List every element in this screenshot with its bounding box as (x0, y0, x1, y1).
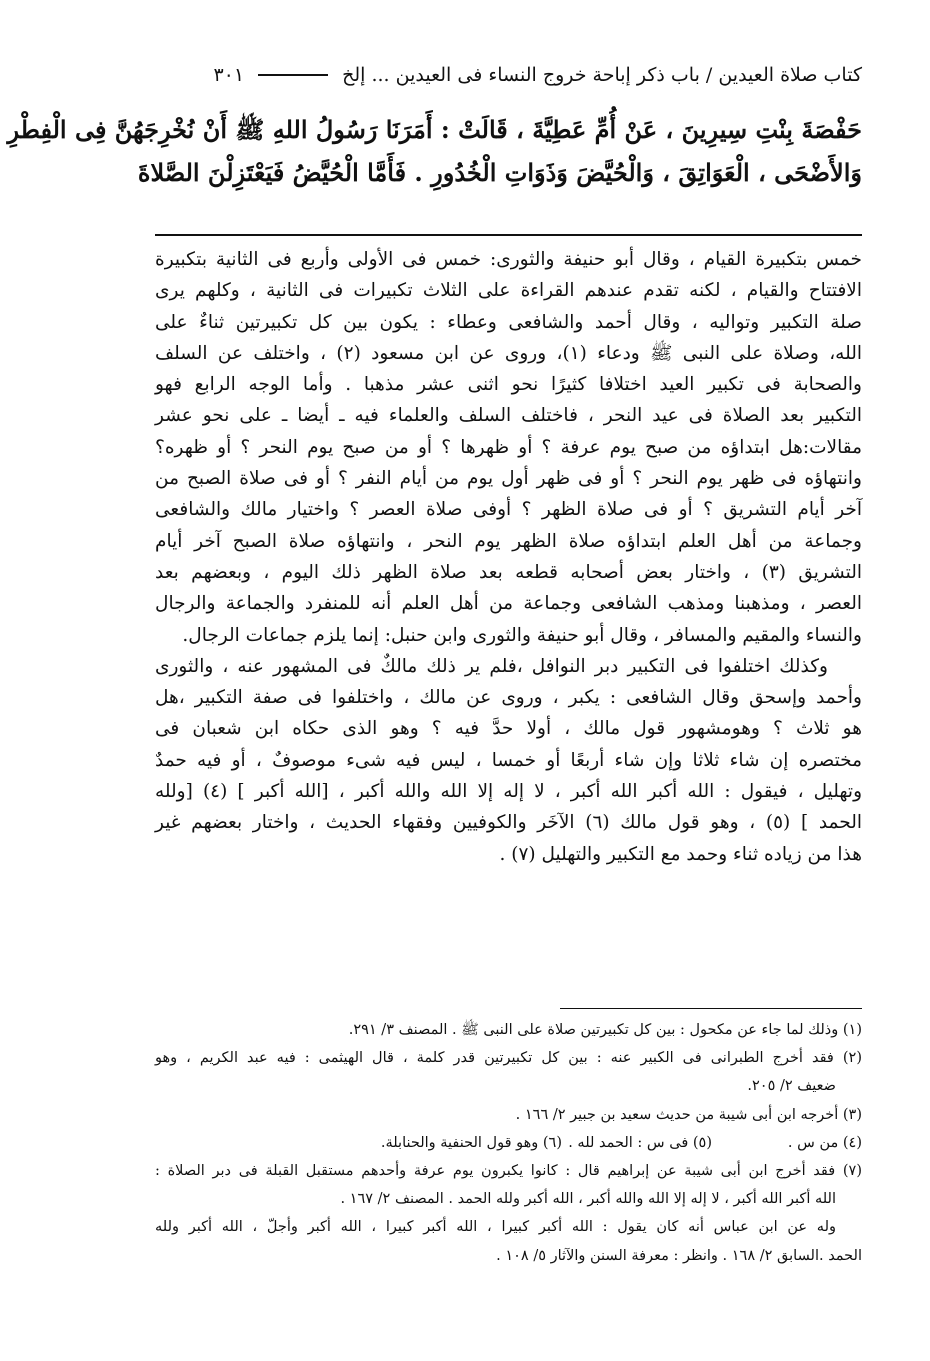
header-dash (258, 74, 328, 76)
page-number: ٣٠١ (213, 64, 245, 86)
commentary-line: التكبير بعد الصلاة فى عيد النحر ، فاختلف السلف والعلماء فيه ـ أيضا ـ على نحو عشر (155, 405, 862, 427)
commentary-line: آخر أيام التشريق ؟ أو فى صلاة الظهر ؟ أوفى صلاة العصر ؟ واختيار مالك والشافعى (155, 499, 862, 521)
commentary-line: الافتتاح والقيام ، لكنه تقدم عندهم القراءة على الثلاث تكبيرات فى الثانية ، وكلهم يرى (155, 280, 862, 302)
commentary-line: وكذلك اختلفوا فى التكبير دبر النوافل ،فلم ير ذلك مالكٌ فى المشهور عنه ، والثورى (155, 655, 828, 677)
commentary-line: هو ثلاث ؟ وهومشهور قول مالك ، أولا حدَّ فيه ؟ وهو الذى حكاه ابن شعبان فى (155, 718, 862, 740)
footnote-7-cont: الله أكبر الله أكبر ، لا إله إلا الله والله أكبر ، الله أكبر ولله الحمد . المصنف ٢/ ١٦٧ . (340, 1191, 836, 1208)
hadith-text (7, 108, 862, 194)
footnote-divider (560, 1008, 862, 1009)
commentary-line: والنساء والمقيم والمسافر ، وقال أبو حنيفة والثورى وابن حنبل: إنما يلزم جماعات الرجال. (182, 624, 862, 646)
commentary-line: الله، وصلاة على النبى ﷺ ودعاء (١)، وروى عن ابن مسعود (٢) ، واختلف عن السلف (155, 342, 862, 364)
commentary-line: وتهليل ، فيقول : الله أكبر الله أكبر ، لا إله إلا الله والله أكبر ، [الله أكبر ] (٤) [ولله (155, 781, 863, 803)
commentary-line: والصحابة فى تكبير العيد اختلافا كثيرًا نحو اثنى عشر مذهبا . وأما الوجه الرابع فهو (155, 374, 862, 396)
commentary-line: وأحمد وإسحق وقال الشافعى : يكبر ، وروى عن مالك ، واختلفوا فى صفة التكبير ،هل (155, 687, 862, 709)
footnote-7-cont: وله عن ابن عباس أنه كان يقول : الله أكبر كبيرا ، الله أكبر كبيرا ، الله أكبر وأجلّ ، الله أكبر ولله (155, 1219, 836, 1236)
commentary-line: وجماعة من أهل العلم ابتداؤه صلاة الظهر يوم النحر ، وانتهاؤه صلاة الصبح آخر أيام (155, 530, 862, 552)
section-divider (155, 234, 862, 236)
footnote-7: (٧) فقد أخرج ابن أبى شيبة عن إبراهيم قال : كانوا يكبرون يوم عرفة وأحدهم مستقبل القبلة فى دبر الصلاة : (155, 1163, 862, 1180)
footnote-5: (٥) فى س : الحمد لله . (568, 1134, 712, 1151)
commentary-line: العصر ، ومذهبنا ومذهب الشافعى وجماعة من أهل العلم أنه للمنفرد والجماعة والرجال (155, 593, 862, 615)
header-title: كتاب صلاة العيدين / باب ذكر إباحة خروج النساء فى العيدين ... إلخ (342, 64, 862, 86)
hadith-line: حَفْصَةَ بِنْتِ سِيرِينَ ، عَنْ أُمِّ عَطِيَّةَ ، قَالَتْ : أَمَرَنَا رَسُولُ اللهِ ﷺ أَنْ نُخْرِجَهُنَّ فِى الْفِطْرِ (7, 115, 862, 144)
commentary-line: مقالات:هل ابتداؤه من صبح يوم عرفة ؟ أو ظهرها ؟ أو من صبح يوم النحر ؟ أو ظهره؟ (155, 436, 862, 458)
footnote-6: (٦) وهو قول الحنفية والحنابلة. (380, 1134, 562, 1151)
commentary-text (155, 244, 862, 870)
footnote-1: (١) وذلك لما جاء عن مكحول : بين كل تكبيرتين صلاة على النبى ﷺ . المصنف ٣/ ٢٩١. (348, 1022, 862, 1038)
commentary-line: خمس بتكبيرة القيام ، وقال أبو حنيفة والثورى: خمس فى الأولى وأربع فى الثانية بتكبيرة (155, 249, 862, 270)
hadith-line: وَالأَضْحَى ، الْعَوَاتِقَ ، وَالْحُيَّضَ وَذَوَاتِ الْخُدُورِ . فَأَمَّا الْحُيَّضُ فَيَعْتَزِلْنَ الصَّلاةَ (137, 158, 862, 187)
commentary-line: هذا من زياده ثناء وحمد مع التكبير والتهليل (٧) . (499, 843, 862, 865)
commentary-line: صلة التكبير وتواليه ، وقال أحمد والشافعى وعطاء : يكون بين كل تكبيرتين ثناءٌ على (155, 311, 862, 333)
footnote-4: (٤) من س . (787, 1134, 862, 1151)
footnote-3: (٣) أخرجه ابن أبى شيبة من حديث سعيد بن جبير ٢/ ١٦٦ . (515, 1106, 862, 1123)
commentary-line: مختصره إن شاء ثلاثا وإن شاء أربعًا أو خمسا ، ليس فيه شىء موصوفٌ ، أو فيه حمدٌ (155, 749, 862, 771)
running-header (150, 58, 862, 92)
footnote-2: (٢) فقد أخرج الطبرانى فى الكبير عنه : بين كل تكبيرتين قدر كلمة ، قال الهيثمى : فيه عبد الكريم ، وهو (155, 1050, 862, 1067)
commentary-line: الحمد ] (٥) ، وهو قول مالك (٦) الآخَر والكوفيين وفقهاء الحديث ، واختار بعضهم غير (155, 812, 862, 834)
footnote-2-cont: ضعيف ٢/ ٢٠٥. (747, 1078, 836, 1095)
footnotes-row (155, 1129, 862, 1157)
footnotes (155, 1016, 862, 1270)
commentary-line: وانتهاؤه فى ظهر يوم النحر ؟ أو فى ظهر أول يوم من أيام النفر ؟ أو فى صلاة الصبح من (155, 468, 862, 490)
commentary-line: التشريق (٣) ، واختار بعض أصحابه قطعه بعد صلاة الظهر ذلك اليوم ، وبعضهم بعد (155, 561, 862, 583)
footnote-7-cont: الحمد .السابق ٢/ ١٦٨ . وانظر : معرفة السنن والآثار ٥/ ١٠٨ . (496, 1247, 862, 1264)
